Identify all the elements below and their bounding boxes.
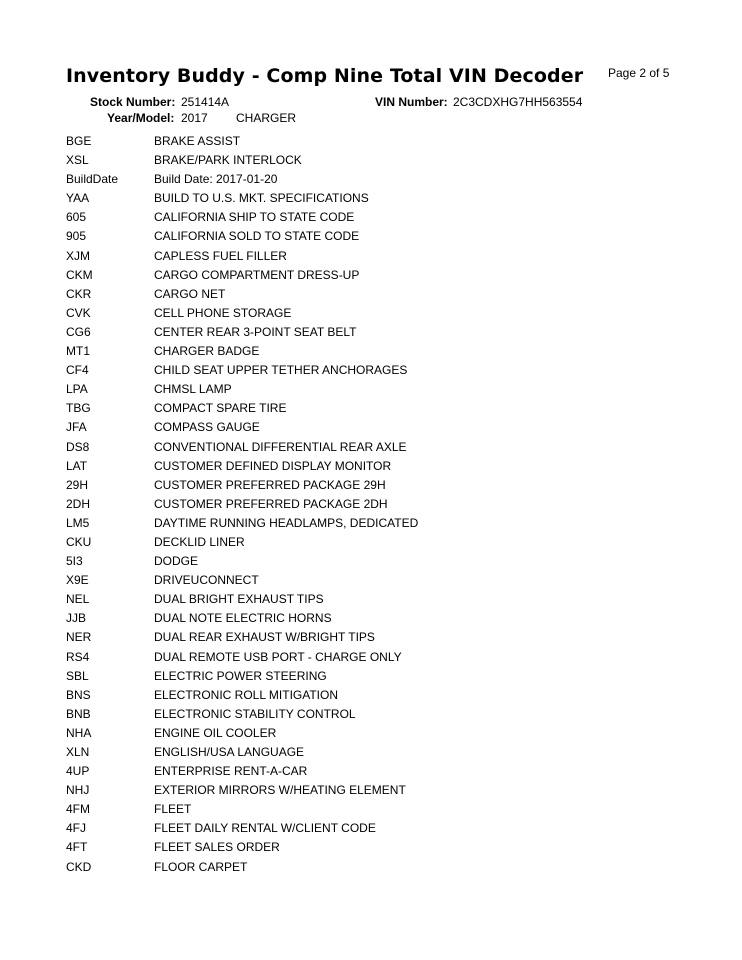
option-code: CKU: [66, 534, 92, 549]
option-description: EXTERIOR MIRRORS W/HEATING ELEMENT: [154, 783, 406, 798]
option-description: DECKLID LINER: [154, 534, 245, 549]
option-description: CHMSL LAMP: [154, 382, 232, 397]
option-description: CAPLESS FUEL FILLER: [154, 248, 287, 263]
option-description: CENTER REAR 3-POINT SEAT BELT: [154, 324, 357, 339]
vin-number-label: VIN Number:: [375, 95, 448, 109]
model-value: CHARGER: [236, 111, 297, 125]
option-code: CKD: [66, 859, 92, 874]
option-description: CHARGER BADGE: [154, 344, 260, 359]
option-description: CONVENTIONAL DIFFERENTIAL REAR AXLE: [154, 439, 407, 454]
option-description: COMPACT SPARE TIRE: [154, 401, 287, 416]
option-code: YAA: [66, 191, 90, 206]
option-code: 4UP: [66, 764, 90, 779]
option-description: CELL PHONE STORAGE: [154, 305, 292, 320]
option-description: FLEET: [154, 802, 192, 817]
option-description: DRIVEUCONNECT: [154, 573, 259, 588]
option-code: BGE: [66, 134, 92, 148]
option-description: ELECTRONIC STABILITY CONTROL: [154, 706, 356, 721]
option-code: NER: [66, 630, 92, 645]
stock-number-label: Stock Number:: [90, 95, 176, 109]
page-number: Page 2 of 5: [608, 66, 670, 80]
option-description: ENGINE OIL COOLER: [154, 725, 277, 740]
option-description: ENTERPRISE RENT-A-CAR: [154, 764, 308, 779]
option-code: LAT: [66, 458, 88, 473]
option-code: CF4: [66, 363, 89, 378]
option-description: COMPASS GAUGE: [154, 420, 260, 435]
vin-number-value: 2C3CDXHG7HH563554: [453, 95, 583, 109]
option-code: 4FM: [66, 802, 90, 817]
option-description: DAYTIME RUNNING HEADLAMPS, DEDICATED: [154, 515, 419, 530]
option-code: DS8: [66, 439, 90, 454]
option-code: LPA: [66, 382, 88, 397]
option-code: 5I3: [66, 554, 83, 569]
option-code: SBL: [66, 668, 89, 683]
option-code: CKM: [66, 267, 93, 282]
option-description: DODGE: [154, 554, 199, 569]
stock-number-value: 251414A: [181, 95, 230, 109]
option-description: BUILD TO U.S. MKT. SPECIFICATIONS: [154, 191, 369, 206]
option-description: CALIFORNIA SOLD TO STATE CODE: [154, 229, 360, 244]
option-description: CUSTOMER PREFERRED PACKAGE 2DH: [154, 496, 388, 511]
option-description: Build Date: 2017-01-20: [154, 172, 278, 187]
option-code: RS4: [66, 649, 90, 664]
option-description: ENGLISH/USA LANGUAGE: [154, 745, 305, 759]
option-code: TBG: [66, 401, 91, 416]
option-description: CALIFORNIA SHIP TO STATE CODE: [154, 210, 355, 225]
option-code: XSL: [66, 153, 89, 168]
option-description: CARGO NET: [154, 286, 226, 301]
option-description: CUSTOMER DEFINED DISPLAY MONITOR: [154, 458, 392, 473]
option-description: FLOOR CARPET: [154, 859, 248, 874]
option-code: CKR: [66, 286, 92, 301]
option-code: JFA: [66, 420, 87, 435]
option-code: BuildDate: [66, 172, 119, 187]
option-code: NHA: [66, 725, 92, 740]
option-description: CUSTOMER PREFERRED PACKAGE 29H: [154, 477, 386, 492]
option-description: ELECTRONIC ROLL MITIGATION: [154, 687, 339, 702]
option-description: DUAL NOTE ELECTRIC HORNS: [154, 611, 332, 626]
option-code: 905: [66, 229, 87, 244]
option-code: MT1: [66, 344, 90, 359]
option-description: DUAL BRIGHT EXHAUST TIPS: [154, 592, 324, 607]
option-code: 29H: [66, 477, 89, 492]
option-description: FLEET DAILY RENTAL W/CLIENT CODE: [154, 821, 376, 836]
option-code: XJM: [66, 248, 90, 263]
option-code: 4FT: [66, 840, 88, 855]
option-description: BRAKE ASSIST: [154, 134, 241, 148]
option-code: LM5: [66, 515, 90, 530]
option-code: X9E: [66, 573, 89, 588]
option-description: FLEET SALES ORDER: [154, 840, 280, 855]
option-code: XLN: [66, 745, 90, 759]
option-code: 605: [66, 210, 87, 225]
option-code: NHJ: [66, 783, 90, 798]
year-value: 2017: [181, 111, 208, 125]
option-description: DUAL REAR EXHAUST W/BRIGHT TIPS: [154, 630, 375, 645]
year-model-label: Year/Model:: [107, 111, 175, 125]
option-description: CHILD SEAT UPPER TETHER ANCHORAGES: [154, 363, 408, 378]
option-code: NEL: [66, 592, 90, 607]
option-description: ELECTRIC POWER STEERING: [154, 668, 327, 683]
option-code: BNS: [66, 687, 91, 702]
option-description: DUAL REMOTE USB PORT - CHARGE ONLY: [154, 649, 402, 664]
option-code: 2DH: [66, 496, 91, 511]
option-code: 4FJ: [66, 821, 87, 836]
page-title: Inventory Buddy - Comp Nine Total VIN Decoder: [66, 65, 584, 87]
option-code: CVK: [66, 305, 91, 320]
option-code: BNB: [66, 706, 91, 721]
option-description: CARGO COMPARTMENT DRESS-UP: [154, 267, 360, 282]
option-description: BRAKE/PARK INTERLOCK: [154, 153, 302, 168]
option-code: JJB: [66, 611, 87, 626]
option-code: CG6: [66, 324, 91, 339]
